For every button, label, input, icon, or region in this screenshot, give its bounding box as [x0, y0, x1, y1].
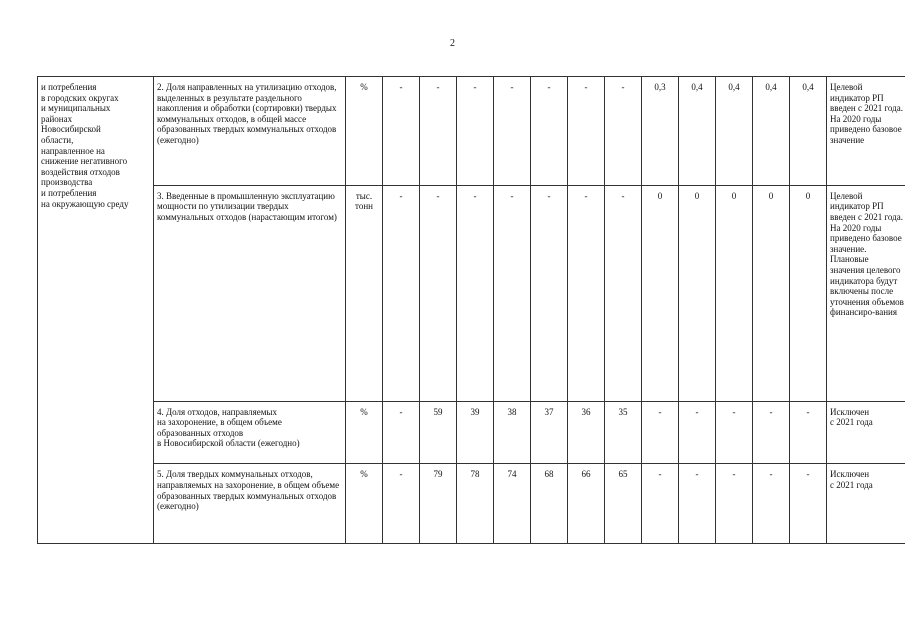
indicator-unit: %: [346, 464, 383, 544]
value-cell: -: [383, 401, 420, 464]
value-cell: 79: [420, 464, 457, 544]
value-cell: 0,4: [679, 77, 716, 186]
table-row: [38, 464, 905, 544]
indicator-unit: тыс. тонн: [346, 185, 383, 401]
value-cell: -: [531, 77, 568, 186]
value-cell: 0,3: [642, 77, 679, 186]
value-cell: 0,4: [753, 77, 790, 186]
value-cell: -: [420, 185, 457, 401]
value-cell: 0,4: [716, 77, 753, 186]
note-cell: Целевой индикатор РП введен с 2021 года. На 2020 годы приведено базовое значение: [827, 77, 905, 186]
value-cell: 35: [605, 401, 642, 464]
note-cell: Исключен с 2021 года: [827, 401, 905, 464]
indicators-table: [37, 76, 905, 544]
value-cell: -: [531, 185, 568, 401]
value-cell: -: [753, 464, 790, 544]
value-cell: 74: [494, 464, 531, 544]
table-row: [38, 401, 905, 464]
value-cell: 65: [605, 464, 642, 544]
value-cell: -: [494, 77, 531, 186]
indicator-unit: %: [346, 401, 383, 464]
table-row: [38, 77, 905, 186]
value-cell: 0,4: [790, 77, 827, 186]
value-cell: -: [753, 401, 790, 464]
value-cell: -: [605, 77, 642, 186]
value-cell: -: [457, 185, 494, 401]
value-cell: -: [605, 185, 642, 401]
value-cell: -: [383, 77, 420, 186]
value-cell: -: [420, 77, 457, 186]
note-cell: Целевой индикатор РП введен с 2021 года. На 2020 годы приведено базовое значение. Плановые значения целевого индикатора будут включены после уточнения объемов финансиро-вания: [827, 185, 905, 401]
value-cell: 78: [457, 464, 494, 544]
indicator-name: 3. Введенные в промышленную эксплуатацию мощности по утилизации твердых коммунальных отходов (нарастающим итогом): [154, 185, 346, 401]
value-cell: 59: [420, 401, 457, 464]
value-cell: -: [679, 401, 716, 464]
indicator-unit: %: [346, 77, 383, 186]
value-cell: 39: [457, 401, 494, 464]
note-cell: Исключен с 2021 года: [827, 464, 905, 544]
value-cell: -: [642, 401, 679, 464]
value-cell: -: [383, 464, 420, 544]
value-cell: -: [642, 464, 679, 544]
value-cell: -: [568, 77, 605, 186]
value-cell: -: [790, 401, 827, 464]
value-cell: -: [679, 464, 716, 544]
value-cell: -: [457, 77, 494, 186]
indicator-name: 5. Доля твердых коммунальных отходов, направляемых на захоронение, в общем объеме образованных твердых коммунальных отходов (ежегодно): [154, 464, 346, 544]
value-cell: 37: [531, 401, 568, 464]
value-cell: 0: [642, 185, 679, 401]
value-cell: 0: [679, 185, 716, 401]
goal-cell: и потребления в городских округах и муниципальных районах Новосибирской области, направленное на снижение негативного воздействия отходов производства и потребления на окружающую среду: [38, 77, 154, 544]
value-cell: -: [716, 401, 753, 464]
table-row: [38, 185, 905, 401]
indicator-name: 4. Доля отходов, направляемых на захоронение, в общем объеме образованных отходов в Новосибирской области (ежегодно): [154, 401, 346, 464]
indicator-name: 2. Доля направленных на утилизацию отходов, выделенных в результате раздельного накопления и обработки (сортировки) твердых коммунальных отходов, в общей массе образованных твердых коммунальных отходов (ежегодно): [154, 77, 346, 186]
value-cell: 36: [568, 401, 605, 464]
value-cell: -: [383, 185, 420, 401]
value-cell: 0: [790, 185, 827, 401]
value-cell: 66: [568, 464, 605, 544]
value-cell: 0: [753, 185, 790, 401]
value-cell: -: [716, 464, 753, 544]
value-cell: -: [568, 185, 605, 401]
value-cell: -: [790, 464, 827, 544]
value-cell: 38: [494, 401, 531, 464]
value-cell: -: [494, 185, 531, 401]
page-number: 2: [450, 38, 455, 49]
value-cell: 0: [716, 185, 753, 401]
value-cell: 68: [531, 464, 568, 544]
